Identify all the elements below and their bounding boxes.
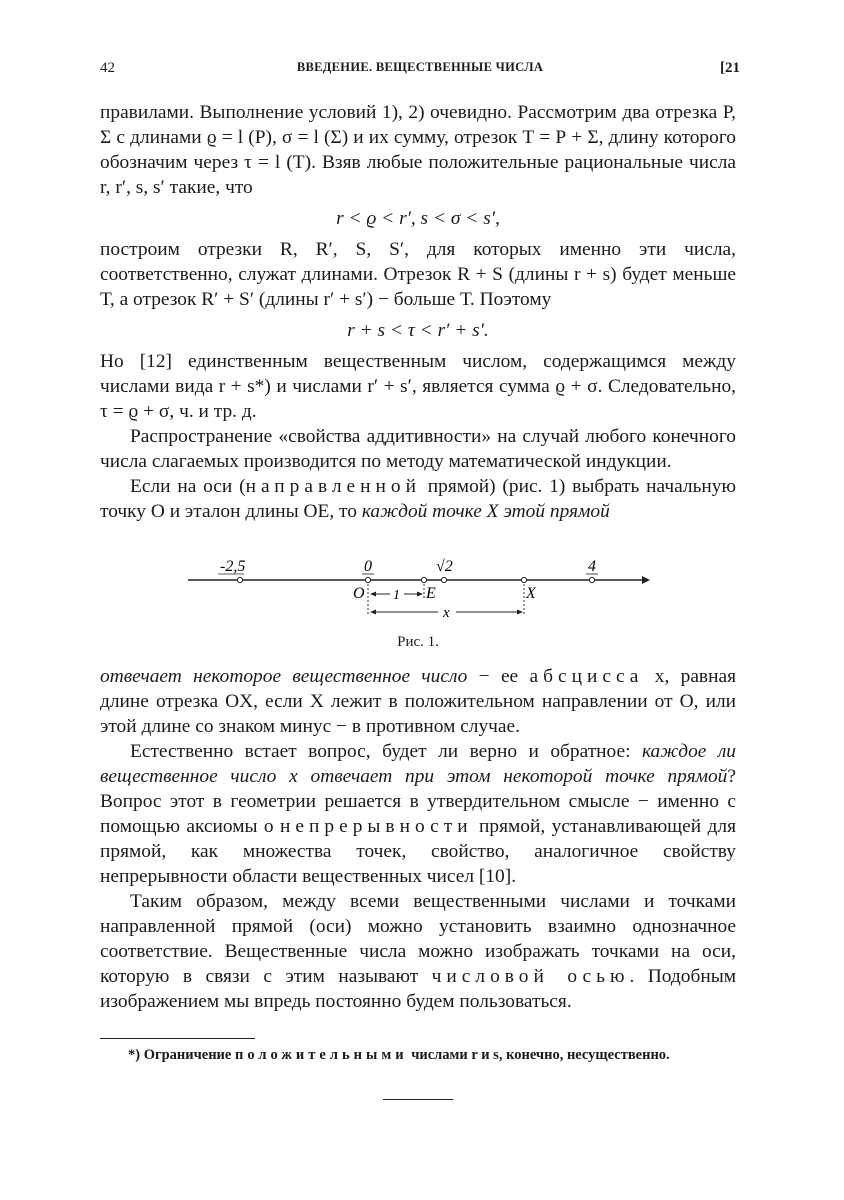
main-text	[100, 100, 736, 1100]
formula-inequalities-1: r < ϱ < r′, s < σ < s′,	[336, 208, 500, 229]
point-unit	[421, 577, 426, 582]
point-neg	[237, 577, 242, 582]
spaced-term: непрерывности	[280, 816, 473, 837]
label-four: 4	[588, 558, 596, 575]
number-line-diagram	[180, 546, 660, 626]
paragraph-5	[100, 474, 736, 524]
formula-inequalities-2: r + s < τ < r′ + s′.	[347, 320, 489, 341]
figure-caption: Рис. 1.	[397, 634, 439, 650]
text-run: − ее	[467, 666, 530, 687]
paragraph-1: правилами. Выполнение условий 1), 2) очевидно. Рассмотрим два отрезка Р, Σ с длинами ϱ = l (Р), σ = l (Σ) и их сумму, отрезок Т = Р + Σ, длину которого обозначим через τ = l (Т). Взяв любые положительные рациональные числа r, r′, s, s′ такие, что	[100, 102, 736, 198]
spaced-term: положительными	[234, 1047, 408, 1063]
point-sqrt2	[441, 577, 446, 582]
paragraph-7	[100, 739, 736, 889]
text-run: *) Ограничение	[128, 1047, 235, 1063]
text-run: прямой, устанавливающей для прямой, как множества точек, свойство, аналогичное свойству непрерывности области вещественных чисел [10].	[100, 816, 736, 887]
label-O: O	[353, 585, 365, 602]
end-divider	[383, 1099, 453, 1100]
label-sqrt2: √2	[436, 558, 453, 575]
label-X: X	[526, 585, 536, 602]
label-E: E	[426, 585, 436, 602]
paragraph-8	[100, 889, 736, 1014]
text-run: числами r и s, конечно, несущественно.	[407, 1047, 670, 1063]
paragraph-3: Но [12] единственным вещественным числом, содержащимся между числами вида r + s*) и числами r′ + s′, является сумма ϱ + σ. Следовательно, τ = ϱ + σ, ч. и тр. д.	[100, 351, 736, 422]
point-four	[589, 577, 594, 582]
footnote-divider	[100, 1038, 255, 1039]
paragraph-2: построим отрезки R, R′, S, S′, для которых именно эти числа, соответственно, служат длинами. Отрезок R + S (длины r + s) будет меньше Т, а отрезок R′ + S′ (длины r′ + s′) − больше Т. Поэтому	[100, 239, 736, 310]
spaced-term: числовой осью	[431, 966, 630, 987]
label-neg: -2,5	[220, 558, 246, 575]
text-run: x, равная длине отрезка OX, если X лежит в положительном направлении от O, или этой длине со знаком минус − в противном случае.	[100, 666, 736, 737]
text-run: прямой) (рис. 1) выбрать начальную точку O и эталон длины OE, то	[100, 476, 736, 522]
spaced-term: направленной	[245, 476, 421, 497]
label-x: x	[443, 605, 450, 621]
text-run: . Подобным изображением мы впредь постоянно будем пользоваться.	[100, 966, 736, 1012]
label-one: 1	[393, 588, 400, 603]
running-title: ВВЕДЕНИЕ. ВЕЩЕСТВЕННЫЕ ЧИСЛА	[296, 60, 544, 74]
italic-phrase: отвечает некоторое вещественное число	[100, 666, 468, 687]
figure-number-line	[100, 546, 736, 656]
text-run: Естественно встает вопрос, будет ли верно и обратное:	[130, 741, 642, 762]
italic-phrase: каждое ли вещественное число x отвечает при этом некоторой точке прямой	[100, 741, 736, 787]
label-zero: 0	[364, 558, 372, 575]
axis-arrow-icon	[642, 576, 650, 584]
text-run: Таким образом, между всеми вещественными числами и точками направленной прямой (оси) можно установить взаимно однозначное соответствие. Вещественные числа можно изображать точками на оси, которую в связи с этим называют	[100, 891, 736, 987]
point-origin	[365, 577, 370, 582]
paragraph-6	[100, 664, 736, 739]
text-run: Если на оси (	[130, 476, 246, 497]
page-number: 42	[100, 60, 115, 76]
footnote	[100, 1045, 736, 1065]
italic-phrase: каждой точке X этой прямой	[361, 501, 610, 522]
text-run: ? Вопрос этот в геометрии решается в утвердительном смысле − именно с помощью аксиомы о	[100, 766, 736, 837]
point-x	[521, 577, 526, 582]
paragraph-4: Распространение «свойства аддитивности» на случай любого конечного числа слагаемых производится по методу математической индукции.	[100, 426, 736, 472]
spaced-term: абсцисса	[529, 666, 644, 687]
running-header	[100, 60, 740, 84]
section-mark: [21	[720, 60, 740, 76]
